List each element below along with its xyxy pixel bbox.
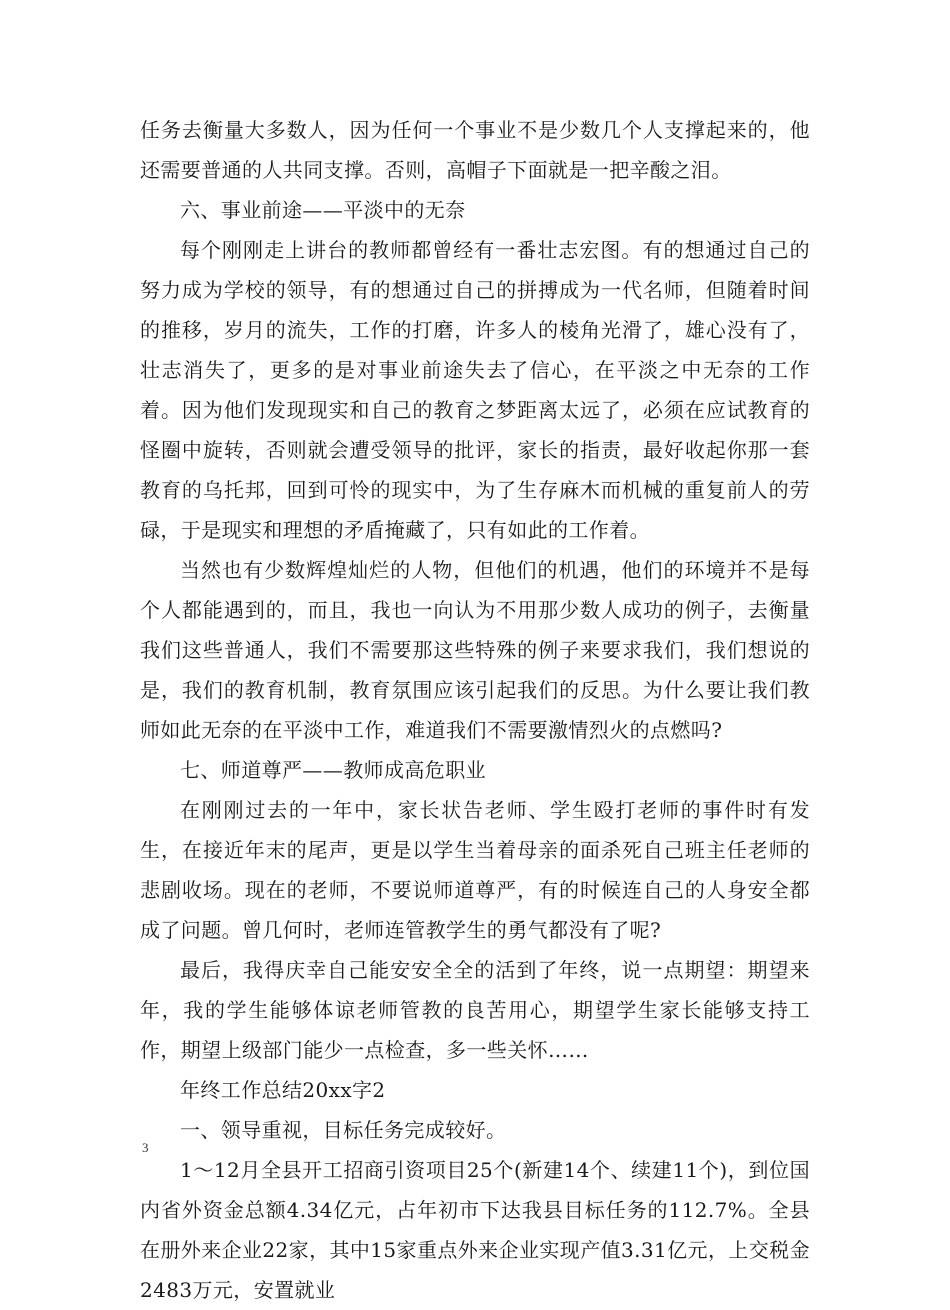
paragraph: 每个刚刚走上讲台的教师都曾经有一番壮志宏图。有的想通过自己的努力成为学校的领导，有的想通过自己的拼搏成为一代名师，但随着时间的推移，岁月的流失，工作的打磨，许多人的棱角光滑了，雄心没有了，壮志消失了，更多的是对事业前途失去了信心，在平淡之中无奈的工作着。因为他们发现现实和自己的教育之梦距离太远了，必须在应试教育的怪圈中旋转，否则就会遭受领导的批评，家长的指责，最好收起你那一套教育的乌托邦，回到可怜的现实中，为了生存麻木而机械的重复前人的劳碌，于是现实和理想的矛盾掩藏了，只有如此的工作着。 (140, 238, 810, 542)
paragraph: 1～12月全县开工招商引资项目25个(新建14个、续建11个)，到位国内省外资金总额4.34亿元，占年初市下达我县目标任务的112.7%。全县在册外来企业22家，其中15家重点外来企业实现产值3.31亿元，上交税金2483万元，安置就业 (140, 1158, 810, 1302)
document-body (140, 110, 810, 1310)
paragraph: 最后，我得庆幸自己能安安全全的活到了年终，说一点期望：期望来年，我的学生能够体谅老师管教的良苦用心，期望学生家长能够支持工作，期望上级部门能少一点检查，多一些关怀…… (140, 958, 810, 1062)
page-number: 3 (142, 1140, 149, 1155)
section-heading-seven: 七、师道尊严——教师成高危职业 (180, 758, 486, 782)
paragraph-continuation: 任务去衡量大多数人，因为任何一个事业不是少数几个人支撑起来的，他还需要普通的人共同支撑。否则，高帽子下面就是一把辛酸之泪。 (140, 118, 810, 182)
section-heading-six: 六、事业前途——平淡中的无奈 (180, 198, 466, 222)
paragraph: 当然也有少数辉煌灿烂的人物，但他们的机遇，他们的环境并不是每个人都能遇到的，而且，我也一向认为不用那少数人成功的例子，去衡量我们这些普通人，我们不需要那这些特殊的例子来要求我们，我们想说的是，我们的教育机制，教育氛围应该引起我们的反思。为什么要让我们教师如此无奈的在平淡中工作，难道我们不需要激情烈火的点燃吗? (140, 558, 810, 742)
section-heading-one: 一、领导重视，目标任务完成较好。 (180, 1118, 507, 1142)
paragraph: 在刚刚过去的一年中，家长状告老师、学生殴打老师的事件时有发生，在接近年末的尾声，更是以学生当着母亲的面杀死自己班主任老师的悲剧收场。现在的老师，不要说师道尊严，有的时候连自己的人身安全都成了问题。曾几何时，老师连管教学生的勇气都没有了呢? (140, 798, 810, 942)
document-subtitle: 年终工作总结20xx字2 (180, 1078, 386, 1102)
